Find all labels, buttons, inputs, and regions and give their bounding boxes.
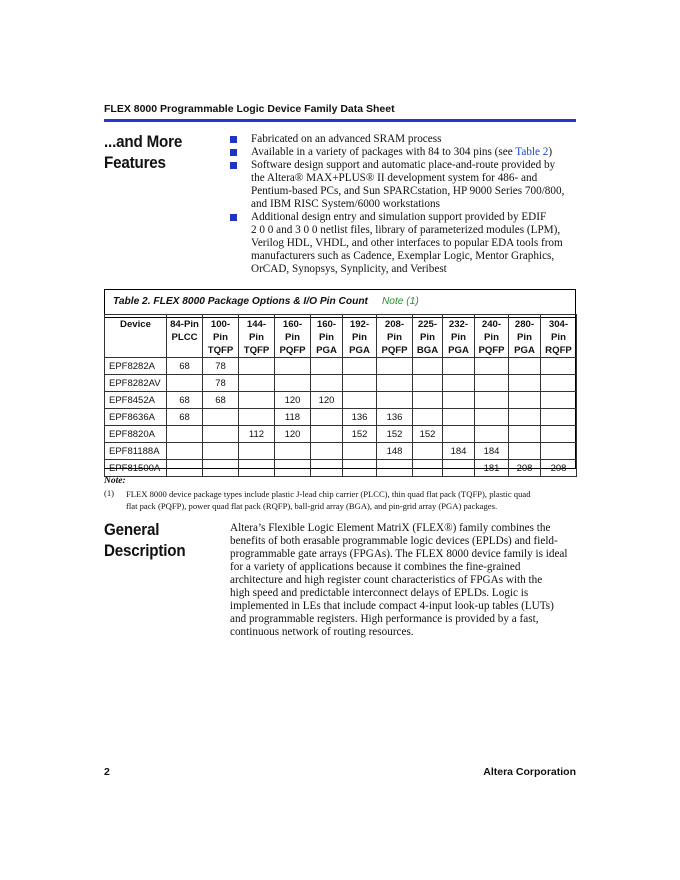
- pin-count-cell: [413, 375, 443, 392]
- package-table: [104, 314, 577, 477]
- pin-count-cell: 152: [377, 426, 413, 443]
- pin-count-cell: 181: [475, 460, 509, 477]
- pin-count-cell: [413, 460, 443, 477]
- column-header-line: 160-: [282, 319, 303, 330]
- pin-count-cell: [541, 426, 577, 443]
- pin-count-cell: [275, 460, 311, 477]
- column-header-line: PLCC: [171, 332, 198, 343]
- column-header-line: Pin: [551, 332, 566, 343]
- pin-count-cell: [239, 409, 275, 426]
- pin-count-cell: [475, 409, 509, 426]
- paragraph-line: implemented in LEs that include compact 4-input look-up tables (LUTs): [230, 600, 554, 612]
- column-header-line: 84-Pin: [170, 319, 199, 330]
- general-description-body: [230, 522, 576, 639]
- pin-count-cell: [239, 443, 275, 460]
- pin-count-cell: 152: [343, 426, 377, 443]
- bullet-square-icon: [230, 162, 237, 169]
- pin-count-cell: [443, 375, 475, 392]
- pin-count-cell: [541, 392, 577, 409]
- column-header-line: 232-: [448, 319, 469, 330]
- column-header-line: Pin: [387, 332, 402, 343]
- list-item-line: Additional design entry and simulation support provided by EDIF: [251, 211, 547, 223]
- pin-count-cell: [311, 460, 343, 477]
- pin-count-cell: [509, 358, 541, 375]
- list-item: [230, 211, 576, 276]
- pin-count-cell: [413, 358, 443, 375]
- pin-count-cell: [475, 358, 509, 375]
- pin-count-cell: 112: [239, 426, 275, 443]
- list-item-line: the Altera® MAX+PLUS® II development system for 486- and: [251, 172, 538, 184]
- pin-count-cell: [167, 426, 203, 443]
- column-header-line: PGA: [514, 345, 535, 356]
- list-item: [230, 133, 576, 146]
- pin-count-cell: [509, 409, 541, 426]
- pin-count-cell: [239, 375, 275, 392]
- list-item-line: Pentium-based PCs, and Sun SPARCstation, HP 9000 Series 700/800,: [251, 185, 565, 197]
- pin-count-cell: [203, 443, 239, 460]
- pin-count-cell: [443, 426, 475, 443]
- running-header-title: FLEX 8000 Programmable Logic Device Family Data Sheet: [104, 103, 395, 115]
- column-header: [275, 315, 311, 358]
- column-header: [541, 315, 577, 358]
- pin-count-cell: [475, 426, 509, 443]
- column-header-line: PQFP: [279, 345, 306, 356]
- column-header-line: PQFP: [381, 345, 408, 356]
- table-row: [105, 460, 577, 477]
- list-item-line: Fabricated on an advanced SRAM process: [251, 133, 442, 145]
- column-header-line: PQFP: [478, 345, 505, 356]
- list-item-text: ): [548, 146, 553, 158]
- note-line: FLEX 8000 device package types include plastic J-lead chip carrier (PLCC), thin quad flat pack (TQFP), plastic quad: [126, 489, 531, 499]
- pin-count-cell: [311, 426, 343, 443]
- note-number: (1): [104, 488, 115, 498]
- bullet-square-icon: [230, 214, 237, 221]
- pin-count-cell: [167, 443, 203, 460]
- pin-count-cell: [413, 392, 443, 409]
- pin-count-cell: [203, 460, 239, 477]
- pin-count-cell: [443, 392, 475, 409]
- device-name-cell: EPF8282A: [105, 358, 167, 375]
- column-header: [377, 315, 413, 358]
- column-header-line: Pin: [451, 332, 466, 343]
- pin-count-cell: [311, 375, 343, 392]
- table-caption: [113, 296, 419, 307]
- heading-line: ...and More: [104, 133, 183, 151]
- pin-count-cell: 68: [167, 358, 203, 375]
- header-rule: [104, 119, 576, 122]
- list-item-line: OrCAD, Synopsys, Synplicity, and Veribest: [251, 263, 447, 275]
- heading-line: Features: [104, 154, 166, 172]
- column-header-line: Pin: [352, 332, 367, 343]
- pin-count-cell: 208: [509, 460, 541, 477]
- device-name-cell: EPF8452A: [105, 392, 167, 409]
- pin-count-cell: [343, 358, 377, 375]
- pin-count-cell: [203, 426, 239, 443]
- list-item: [230, 159, 576, 211]
- pin-count-cell: 78: [203, 375, 239, 392]
- column-header-line: 280-: [514, 319, 535, 330]
- table-row: [105, 375, 577, 392]
- note-text: [126, 488, 578, 512]
- pin-count-cell: [311, 409, 343, 426]
- bullet-square-icon: [230, 149, 237, 156]
- column-header-line: PGA: [349, 345, 370, 356]
- column-header-line: TQFP: [243, 345, 270, 356]
- table-row: [105, 358, 577, 375]
- table-row: [105, 426, 577, 443]
- pin-count-cell: [275, 375, 311, 392]
- pin-count-cell: [167, 375, 203, 392]
- column-header: [443, 315, 475, 358]
- pin-count-cell: [343, 443, 377, 460]
- more-features-heading: [104, 132, 182, 174]
- column-header: [509, 315, 541, 358]
- paragraph-line: and programmable registers. High performance is provided by a fast,: [230, 613, 539, 625]
- pin-count-cell: [343, 392, 377, 409]
- pin-count-cell: [509, 375, 541, 392]
- pin-count-cell: 184: [475, 443, 509, 460]
- column-header-line: Pin: [249, 332, 264, 343]
- device-name-cell: EPF81500A: [105, 460, 167, 477]
- pin-count-cell: [541, 409, 577, 426]
- pin-count-cell: 136: [377, 409, 413, 426]
- pin-count-cell: [275, 443, 311, 460]
- pin-count-cell: [377, 460, 413, 477]
- column-header-line: Pin: [517, 332, 532, 343]
- general-description-heading: [104, 520, 185, 562]
- pin-count-cell: 68: [167, 409, 203, 426]
- list-item-line: Verilog HDL, VHDL, and other interfaces to popular EDA tools from: [251, 237, 563, 249]
- pin-count-cell: [443, 409, 475, 426]
- column-header-line: 192-: [349, 319, 370, 330]
- pin-count-cell: [413, 443, 443, 460]
- list-item-line: manufacturers such as Cadence, Exemplar Logic, Mentor Graphics,: [251, 250, 555, 262]
- pin-count-cell: 184: [443, 443, 475, 460]
- column-header-line: Device: [120, 319, 151, 330]
- pin-count-cell: [275, 358, 311, 375]
- table-2-link[interactable]: Table 2: [515, 146, 549, 158]
- pin-count-cell: [377, 358, 413, 375]
- column-header: [343, 315, 377, 358]
- list-item-line: [251, 146, 576, 159]
- column-header: [105, 315, 167, 358]
- heading-line: Description: [104, 542, 186, 560]
- paragraph-line: benefits of both erasable programmable logic devices (EPLDs) and field-: [230, 535, 558, 547]
- note-line: flat pack (PQFP), power quad flat pack (RQFP), ball-grid array (BGA), and pin-grid array (PGA) packages.: [126, 501, 498, 511]
- pin-count-cell: [413, 409, 443, 426]
- column-header-line: PGA: [316, 345, 337, 356]
- column-header: [239, 315, 275, 358]
- pin-count-cell: 148: [377, 443, 413, 460]
- column-header-line: Pin: [420, 332, 435, 343]
- pin-count-cell: [203, 409, 239, 426]
- pin-count-cell: [541, 443, 577, 460]
- column-header-line: 100-: [210, 319, 231, 330]
- column-header: [475, 315, 509, 358]
- column-header-line: Pin: [484, 332, 499, 343]
- pin-count-cell: [343, 460, 377, 477]
- pin-count-cell: [541, 358, 577, 375]
- column-header-line: 160-: [316, 319, 337, 330]
- pin-count-cell: 120: [275, 392, 311, 409]
- column-header-line: 144-: [246, 319, 267, 330]
- column-header-line: BGA: [416, 345, 439, 356]
- pin-count-cell: [443, 460, 475, 477]
- pin-count-cell: [377, 392, 413, 409]
- column-header-line: 304-: [548, 319, 569, 330]
- pin-count-cell: 78: [203, 358, 239, 375]
- pin-count-cell: 68: [167, 392, 203, 409]
- column-header: [413, 315, 443, 358]
- device-name-cell: EPF8636A: [105, 409, 167, 426]
- list-item-text: Available in a variety of packages with 84 to 304 pins (see: [251, 146, 516, 158]
- column-header-line: TQFP: [207, 345, 234, 356]
- paragraph-line: Altera’s Flexible Logic Element MatriX (FLEX®) family combines the: [230, 522, 551, 534]
- pin-count-cell: 136: [343, 409, 377, 426]
- list-item-line: and IBM RISC System/6000 workstations: [251, 198, 440, 210]
- column-header-line: 225-: [417, 319, 438, 330]
- pin-count-cell: [239, 460, 275, 477]
- paragraph-line: architecture and high register count characteristics of FPGAs with the: [230, 574, 543, 586]
- paragraph-line: continuous network of routing resources.: [230, 626, 414, 638]
- pin-count-cell: [311, 443, 343, 460]
- device-name-cell: EPF81188A: [105, 443, 167, 460]
- table-note-ref[interactable]: Note (1): [381, 296, 419, 307]
- column-header: [311, 315, 343, 358]
- table-row: [105, 392, 577, 409]
- pin-count-cell: [509, 392, 541, 409]
- device-name-cell: EPF8282AV: [105, 375, 167, 392]
- pin-count-cell: [239, 392, 275, 409]
- paragraph-line: high speed and predictable interconnect delays of EPLDs. Logic is: [230, 587, 529, 599]
- pin-count-cell: 152: [413, 426, 443, 443]
- paragraph-line: for a variety of applications because it combines the fine-grained: [230, 561, 521, 573]
- column-header: [167, 315, 203, 358]
- list-item-line: 2 0 0 and 3 0 0 netlist files, library of parameterized modules (LPM),: [251, 224, 561, 236]
- column-header-line: Pin: [213, 332, 228, 343]
- pin-count-cell: [377, 375, 413, 392]
- column-header-line: 240-: [481, 319, 502, 330]
- pin-count-cell: [509, 426, 541, 443]
- note-heading: Note:: [104, 476, 126, 486]
- column-header-line: RQFP: [545, 345, 572, 356]
- table-row: [105, 409, 577, 426]
- pin-count-cell: 208: [541, 460, 577, 477]
- features-list: [230, 133, 576, 276]
- pin-count-cell: 120: [275, 426, 311, 443]
- page-number: 2: [104, 766, 110, 778]
- pin-count-cell: [167, 460, 203, 477]
- pin-count-cell: [475, 375, 509, 392]
- list-item: [230, 146, 576, 159]
- column-header-line: 208-: [384, 319, 405, 330]
- footer-company: Altera Corporation: [483, 766, 576, 778]
- column-header-line: Pin: [319, 332, 334, 343]
- pin-count-cell: 118: [275, 409, 311, 426]
- column-header: [203, 315, 239, 358]
- table-caption-text: Table 2. FLEX 8000 Package Options & I/O Pin Count: [113, 296, 368, 307]
- pin-count-cell: [475, 392, 509, 409]
- column-header-line: PGA: [448, 345, 469, 356]
- bullet-square-icon: [230, 136, 237, 143]
- pin-count-cell: [443, 358, 475, 375]
- paragraph-line: programmable gate arrays (FPGAs). The FLEX 8000 device family is ideal: [230, 548, 568, 560]
- column-header-line: Pin: [285, 332, 300, 343]
- table-row: [105, 443, 577, 460]
- table-header-row: [105, 315, 577, 358]
- pin-count-cell: [541, 375, 577, 392]
- pin-count-cell: [311, 358, 343, 375]
- device-name-cell: EPF8820A: [105, 426, 167, 443]
- pin-count-cell: 120: [311, 392, 343, 409]
- pin-count-cell: [343, 375, 377, 392]
- list-item-line: Software design support and automatic place-and-route provided by: [251, 159, 556, 171]
- pin-count-cell: [509, 443, 541, 460]
- heading-line: General: [104, 521, 160, 539]
- pin-count-cell: 68: [203, 392, 239, 409]
- pin-count-cell: [239, 358, 275, 375]
